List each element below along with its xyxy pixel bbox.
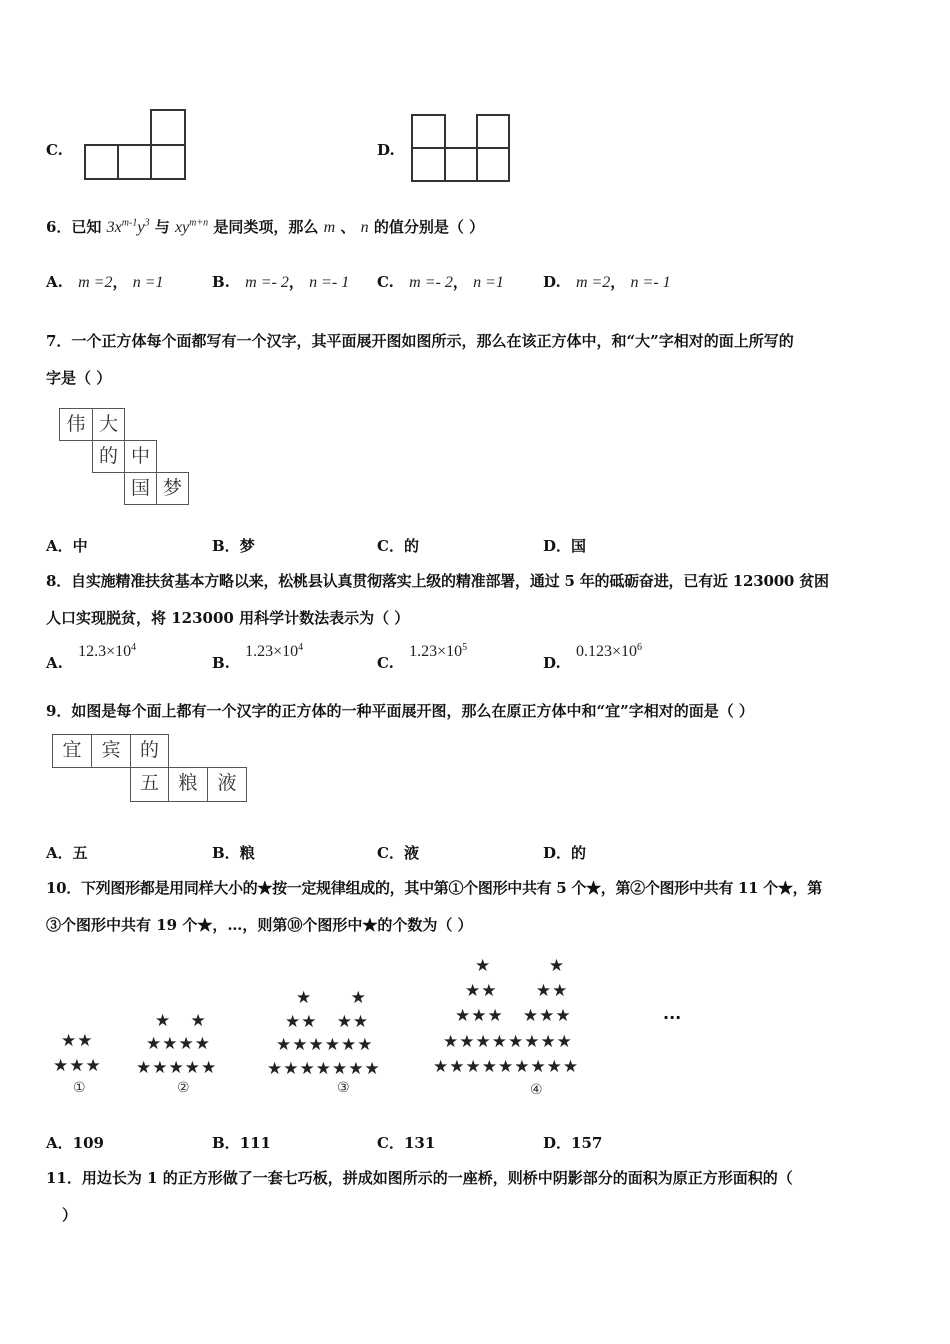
q10-figure-label-3: ③ [337,1080,350,1096]
q7-face-6: 梦 [156,472,189,505]
q9-face-6: 液 [207,767,247,802]
q10-option-c: C．131 [377,1134,436,1152]
q6-stem-post2: 的值分别是（ ） [373,218,485,236]
q7-option-c: C．的 [377,537,419,555]
star-row: ★★★★★★★★★ [433,1057,580,1077]
star-row: ★★ ★★ [285,1012,370,1032]
q10-ellipsis: ··· [663,1008,682,1027]
star-row: ★★ ★★ [465,981,569,1001]
star-row: ★★★ [53,1056,102,1076]
q6-stem [46,216,484,237]
q9-face-5: 粮 [168,767,208,802]
q10-stem-line1: 10．下列图形都是用同样大小的★按一定规律组成的，其中第①个图形中共有 5 个★，第②个图形中共有 11 个★，第 [46,879,822,897]
q9-option-d: D．的 [543,844,587,862]
q6-option-b: B. m =- 2， n =- 1 [212,273,350,291]
q8-option-a: A. $12.3\times 10^4$ [46,642,137,672]
star-row: ★★★★★★ [276,1035,374,1055]
q10-option-a: A．109 [46,1134,104,1152]
star-row: ★★★★★ [136,1058,218,1078]
star-row: ★★★★ [146,1034,211,1054]
q8-option-c: C. $1.23\times 10^5$ [377,642,468,672]
star-row: ★★★ ★★★ [455,1006,572,1026]
q7-stem-line1: 7．一个正方体每个面都写有一个汉字，其平面展开图如图所示，那么在该正方体中，和“大”字相对的面上所写的 [46,332,794,350]
q9-face-3: 的 [130,734,169,768]
q9-option-c: C．液 [377,844,419,862]
q10-figure-label-1: ① [73,1080,86,1096]
q10-option-d: D．157 [543,1134,603,1152]
q6-stem-pre: 6．已知 [46,218,102,236]
q9-face-1: 宜 [52,734,92,768]
q6-n: n [360,219,369,236]
q10-figure-label-2: ② [177,1080,190,1096]
q7-face-1: 伟 [59,408,93,441]
star-row: ★★★★★★★★ [443,1032,573,1052]
q10-option-b: B．111 [212,1134,271,1152]
q6-stem-post1: 是同类项，那么 [213,218,319,236]
q6-option-d: D. m =2， n =- 1 [543,273,671,291]
q7-face-2: 大 [92,408,125,441]
q5-option-d-label: D. [377,141,395,159]
q7-face-3: 的 [92,440,125,473]
q9-face-4: 五 [130,767,169,802]
q9-face-2: 宾 [91,734,131,768]
q6-option-c: C. m =- 2， n =1 [377,273,504,291]
q11-stem-line2: ） [62,1206,78,1224]
q6-sep: 、 [340,218,356,236]
q7-option-d: D．国 [543,537,587,555]
star-row: ★ ★ [475,956,566,976]
q8-option-b: B. $1.23\times 10^4$ [212,642,304,672]
q7-option-a: A．中 [46,537,88,555]
q6-stem-mid: 与 [154,218,170,236]
q10-stem-line2: ③个图形中共有 19 个★，…，则第⑩个图形中★的个数为（ ） [46,916,473,934]
q7-option-b: B．梦 [212,537,255,555]
star-row: ★ ★ [155,1011,207,1031]
q10-figure-label-4: ④ [530,1082,543,1098]
q6-expr1: $3x^{m-1}y^3$ [106,217,150,236]
star-row: ★ ★ [296,988,367,1008]
star-row: ★★★★★★★ [267,1059,381,1079]
star-row: ★★ [61,1031,94,1051]
q9-option-a: A．五 [46,844,88,862]
q9-option-b: B．粮 [212,844,255,862]
q7-face-5: 国 [124,472,157,505]
q8-stem-line2: 人口实现脱贫，将 123000 用科学计数法表示为（ ） [46,609,410,627]
q8-option-d: D. $0.123\times 10^6$ [543,642,642,672]
q7-stem-line2: 字是（ ） [46,369,112,387]
q6-m: m [323,219,336,236]
q6-option-a: A. m =2， n =1 [46,273,164,291]
q5-option-c-label: C. [46,141,63,159]
q7-face-4: 中 [124,440,157,473]
q6-expr2: $xy^{m+n}$ [174,217,209,236]
q8-stem-line1: 8．自实施精准扶贫基本方略以来，松桃县认真贯彻落实上级的精准部署，通过 5 年的砥砺奋进，已有近 123000 贫困 [46,572,829,590]
q11-stem-line1: 11．用边长为 1 的正方形做了一套七巧板，拼成如图所示的一座桥，则桥中阴影部分的面积为原正方形面积的（ [46,1169,793,1187]
q9-stem-line1: 9．如图是每个面上都有一个汉字的正方体的一种平面展开图，那么在原正方体中和“宜”字相对的面是（ ） [46,702,754,720]
